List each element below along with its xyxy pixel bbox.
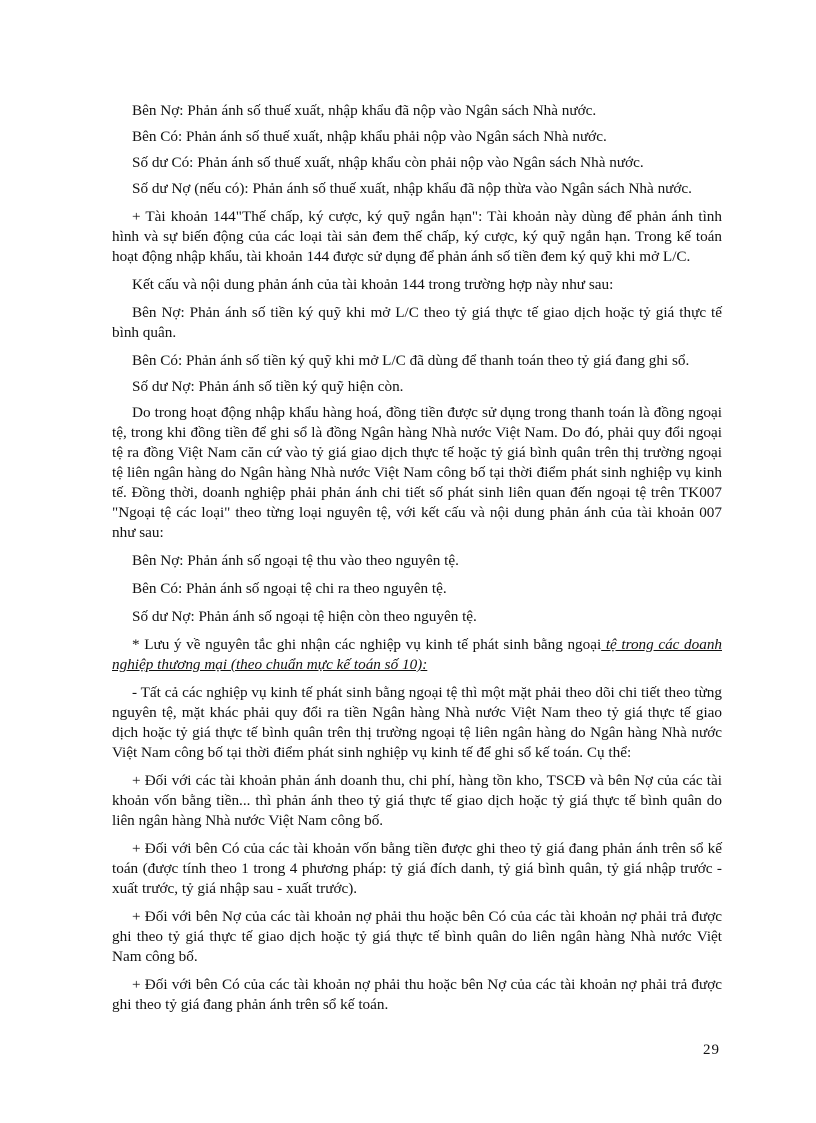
page-number: 29 xyxy=(703,1042,720,1058)
note-emphasis: tệ trong các doanh nghiệp thương mại (theo chuẩn mực kế toán số 10): xyxy=(112,636,723,673)
paragraph: Bên Nợ: Phản ánh số tiền ký quỹ khi mở L/C theo tỷ giá thực tế giao dịch hoặc tỷ giá thực tế bình quân. xyxy=(112,304,722,341)
page-body xyxy=(112,101,722,1023)
note-heading xyxy=(112,635,722,675)
paragraph: Bên Có: Phản ánh số ngoại tệ chi ra theo nguyên tệ. xyxy=(132,580,447,597)
paragraph: Số dư Nợ (nếu có): Phản ánh số thuế xuất, nhập khẩu đã nộp thừa vào Ngân sách Nhà nước. xyxy=(132,180,692,197)
paragraph: Kết cấu và nội dung phản ánh của tài khoản 144 trong trường hợp này như sau: xyxy=(132,276,614,293)
note-prefix: * Lưu ý về nguyên tắc ghi nhận các nghiệp vụ kinh tế phát sinh bằng ngoại xyxy=(132,636,602,653)
paragraph: Số dư Nợ: Phản ánh số ngoại tệ hiện còn theo nguyên tệ. xyxy=(132,608,477,625)
paragraph: Bên Có: Phản ánh số tiền ký quỹ khi mở L/C đã dùng để thanh toán theo tỷ giá đang ghi sổ. xyxy=(132,352,690,369)
paragraph: Số dư Có: Phản ánh số thuế xuất, nhập khẩu còn phải nộp vào Ngân sách Nhà nước. xyxy=(132,154,644,171)
paragraph: + Đối với bên Có của các tài khoản nợ phải thu hoặc bên Nợ của các tài khoản nợ phải trả được ghi theo tỷ giá đang phản ánh trên sổ kế toán. xyxy=(112,976,722,1013)
paragraph: Số dư Nợ: Phản ánh số tiền ký quỹ hiện còn. xyxy=(132,378,404,395)
paragraph: Do trong hoạt động nhập khẩu hàng hoá, đồng tiền được sử dụng trong thanh toán là đồng ngoại tệ, trong khi đồng tiền để ghi sổ là đồng Ngân hàng Nhà nước Việt Nam. Do đó, phải quy đổi ngoại tệ ra đồng Việt Nam căn cứ vào tỷ giá giao dịch thực tế hoặc tỷ giá bình quân trên thị trường ngoại tệ liên ngân hàng do Ngân hàng Nhà nước Việt Nam công bố tại thời điểm phát sinh nghiệp vụ kinh tế. Đồng thời, doanh nghiệp phải phản ánh chi tiết số phát sinh liên quan đến ngoại tệ trên TK007 "Ngoại tệ các loại" theo từng loại nguyên tệ, với kết cấu và nội dung phản ánh của tài khoản 007 như sau: xyxy=(112,404,722,541)
paragraph: + Đối với các tài khoản phản ánh doanh thu, chi phí, hàng tồn kho, TSCĐ và bên Nợ của các tài khoản vốn bằng tiền... thì phản ánh theo tỷ giá thực tế giao dịch hoặc tỷ giá thực tế bình quân do liên ngân hàng Nhà nước Việt Nam công bố. xyxy=(112,772,722,829)
paragraph: Bên Nợ: Phản ánh số thuế xuất, nhập khẩu đã nộp vào Ngân sách Nhà nước. xyxy=(132,102,597,119)
paragraph: + Đối với bên Có của các tài khoản vốn bằng tiền được ghi theo tỷ giá đang phản ánh trên sổ kế toán (được tính theo 1 trong 4 phương pháp: tỷ giá đích danh, tỷ giá bình quân, tỷ giá nhập trước - xuất trước, tỷ giá nhập sau - xuất trước). xyxy=(112,840,722,897)
paragraph: + Tài khoản 144"Thế chấp, ký cược, ký quỹ ngắn hạn": Tài khoản này dùng để phản ánh tình hình và sự biến động của các loại tài sản đem thế chấp, ký cược, ký quỹ ngắn hạn. Trong kế toán hoạt động nhập khẩu, tài khoản 144 được sử dụng để phản ánh số tiền đem ký quỹ khi mở L/C. xyxy=(112,208,722,265)
paragraph: - Tất cả các nghiệp vụ kinh tế phát sinh bằng ngoại tệ thì một mặt phải theo dõi chi tiết theo từng nguyên tệ, mặt khác phải quy đổi ra tiền Ngân hàng Nhà nước Việt Nam theo tỷ giá thực tế giao dịch hoặc tỷ giá thực tế bình quân trên thị trường ngoại tệ liên ngân hàng do Ngân hàng Nhà nước Việt Nam công bố tại thời điểm phát sinh nghiệp vụ kinh tế để ghi sổ kế toán. Cụ thể: xyxy=(112,684,722,761)
paragraph: Bên Có: Phản ánh số thuế xuất, nhập khẩu phải nộp vào Ngân sách Nhà nước. xyxy=(132,128,607,145)
paragraph: Bên Nợ: Phản ánh số ngoại tệ thu vào theo nguyên tệ. xyxy=(132,552,459,569)
paragraph: + Đối với bên Nợ của các tài khoản nợ phải thu hoặc bên Có của các tài khoản nợ phải trả được ghi theo tỷ giá thực tế giao dịch hoặc tỷ giá thực tế bình quân do liên ngân hàng Nhà nước Việt Nam công bố. xyxy=(112,908,722,965)
